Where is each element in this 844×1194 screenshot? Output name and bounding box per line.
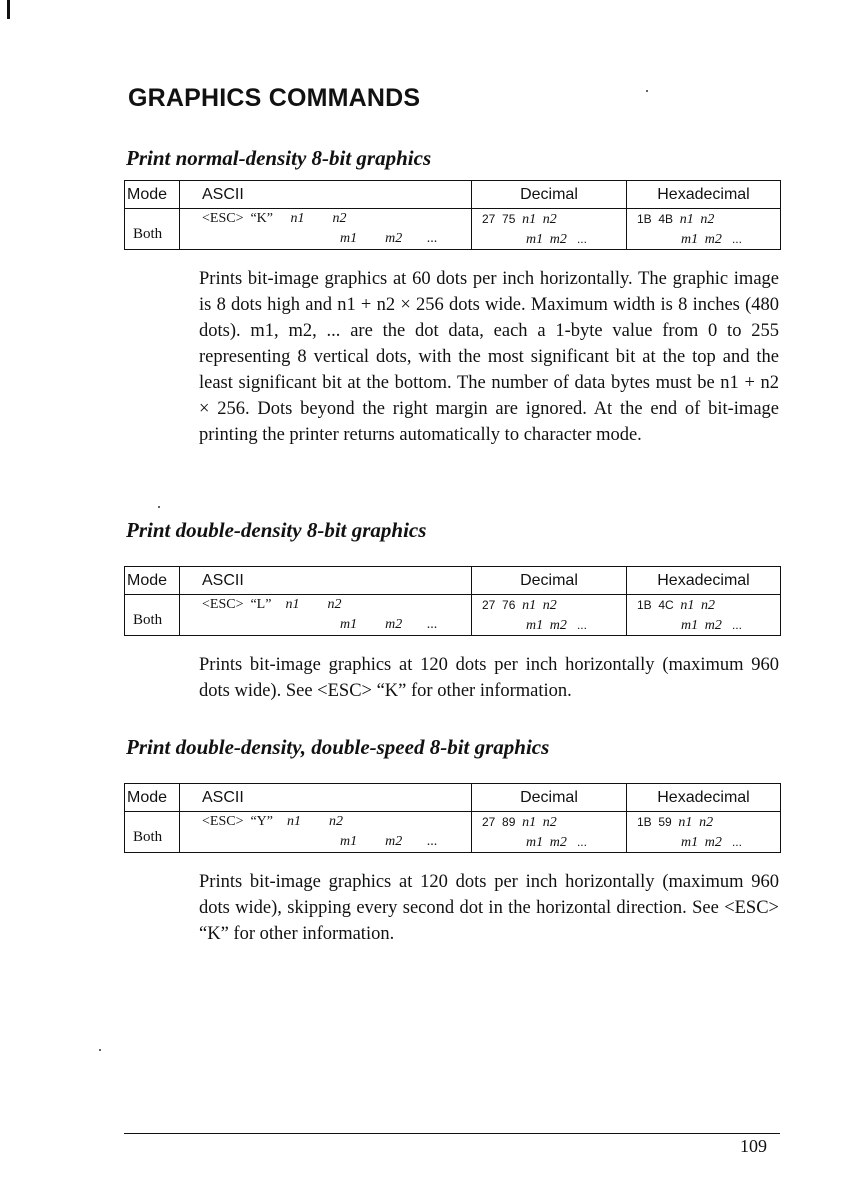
ellipsis: ... — [576, 232, 587, 246]
decimal-cell — [472, 209, 627, 250]
mode-value: Both — [125, 595, 180, 636]
header-mode: Mode — [125, 567, 180, 595]
code-byte: 27 — [482, 212, 496, 226]
ellipsis: ... — [731, 618, 742, 632]
param-m2: m2 — [385, 617, 403, 632]
code-byte: 4B — [658, 212, 674, 226]
ellipsis: ... — [426, 834, 438, 849]
esc-token: <ESC> — [202, 814, 244, 829]
section-normal-density — [124, 146, 784, 448]
page-number: 109 — [740, 1136, 767, 1156]
param-n2: n2 — [542, 815, 557, 830]
margin-mark — [7, 0, 10, 19]
header-hexadecimal: Hexadecimal — [627, 784, 781, 812]
code-byte: 1B — [637, 815, 652, 829]
esc-token: <ESC> — [202, 211, 244, 226]
section-double-speed — [124, 735, 784, 947]
command-letter: “K” — [250, 211, 274, 226]
scan-speck — [158, 506, 160, 508]
param-m1: m1 — [340, 834, 358, 849]
mode-value: Both — [125, 812, 180, 853]
param-m2: m2 — [549, 232, 567, 247]
header-decimal: Decimal — [472, 567, 627, 595]
header-hexadecimal: Hexadecimal — [627, 567, 781, 595]
param-n1: n1 — [678, 815, 693, 830]
section-description: Prints bit-image graphics at 120 dots per inch horizontally (maximum 960 dots wide), skipping every second dot in the horizontal direction. See <ESC> “K” for other information. — [199, 872, 779, 944]
scan-speck — [646, 90, 648, 92]
param-n1: n1 — [522, 598, 537, 613]
ellipsis: ... — [426, 231, 438, 246]
decimal-cell — [472, 812, 627, 853]
param-m1: m1 — [681, 835, 699, 850]
ascii-cell — [180, 812, 472, 853]
header-decimal: Decimal — [472, 181, 627, 209]
param-n2: n2 — [329, 814, 344, 829]
command-table — [124, 566, 781, 636]
param-m1: m1 — [340, 617, 358, 632]
section-title: Print double-density, double-speed 8-bit graphics — [126, 735, 550, 759]
section-double-density — [124, 518, 784, 704]
param-n1: n1 — [522, 212, 537, 227]
param-m1: m1 — [526, 835, 544, 850]
ellipsis: ... — [576, 618, 587, 632]
code-byte: 59 — [658, 815, 672, 829]
param-n1: n1 — [290, 211, 305, 226]
mode-value: Both — [125, 209, 180, 250]
code-byte: 75 — [502, 212, 516, 226]
ascii-cell — [180, 209, 472, 250]
param-m2: m2 — [385, 231, 403, 246]
hex-cell — [627, 812, 781, 853]
param-m1: m1 — [526, 232, 544, 247]
param-n1: n1 — [679, 212, 694, 227]
command-letter: “L” — [250, 597, 272, 612]
param-m2: m2 — [704, 835, 722, 850]
ellipsis: ... — [426, 617, 438, 632]
param-m1: m1 — [340, 231, 358, 246]
ellipsis: ... — [731, 232, 742, 246]
ellipsis: ... — [576, 835, 587, 849]
param-n2: n2 — [542, 212, 557, 227]
param-m2: m2 — [549, 835, 567, 850]
param-m2: m2 — [704, 232, 722, 247]
section-title: Print normal-density 8-bit graphics — [126, 146, 432, 170]
param-n1: n1 — [285, 597, 300, 612]
command-table — [124, 180, 781, 250]
param-n2: n2 — [327, 597, 342, 612]
code-byte: 4C — [658, 598, 674, 612]
header-ascii: ASCII — [180, 181, 472, 209]
code-byte: 89 — [502, 815, 516, 829]
hex-cell — [627, 595, 781, 636]
scan-speck — [99, 1049, 101, 1051]
esc-token: <ESC> — [202, 597, 244, 612]
code-byte: 1B — [637, 212, 652, 226]
page-title: GRAPHICS COMMANDS — [128, 84, 421, 112]
param-n1: n1 — [522, 815, 537, 830]
footer-rule — [124, 1133, 780, 1134]
param-m2: m2 — [704, 618, 722, 633]
code-byte: 76 — [502, 598, 516, 612]
hex-cell — [627, 209, 781, 250]
command-letter: “Y” — [250, 814, 274, 829]
ellipsis: ... — [731, 835, 742, 849]
code-byte: 1B — [637, 598, 652, 612]
param-m2: m2 — [549, 618, 567, 633]
command-table — [124, 783, 781, 853]
param-m1: m1 — [681, 232, 699, 247]
header-mode: Mode — [125, 181, 180, 209]
param-m2: m2 — [385, 834, 403, 849]
param-n2: n2 — [542, 598, 557, 613]
param-m1: m1 — [526, 618, 544, 633]
param-m1: m1 — [681, 618, 699, 633]
header-decimal: Decimal — [472, 784, 627, 812]
param-n2: n2 — [701, 598, 716, 613]
section-description: Prints bit-image graphics at 120 dots per inch horizontally (maximum 960 dots wide). See <ESC> “K” for other information. — [199, 655, 779, 701]
param-n2: n2 — [700, 212, 715, 227]
section-description: Prints bit-image graphics at 60 dots per inch horizontally. The graphic image is 8 dots high and n1 + n2 × 256 dots wide. Maximum width is 8 inches (480 dots). m1, m2, ... are the dot data, each a 1-byte value from 0 to 255 representing 8 vertical dots, with the most significant bit at the top and the least significant bit at the bottom. The number of data bytes must be n1 + n2 × 256. Dots beyond the right margin are ignored. At the end of bit-image printing the printer returns automatically to character mode. — [199, 269, 779, 445]
code-byte: 27 — [482, 815, 496, 829]
section-title: Print double-density 8-bit graphics — [126, 518, 427, 542]
param-n1: n1 — [680, 598, 695, 613]
code-byte: 27 — [482, 598, 496, 612]
header-ascii: ASCII — [180, 784, 472, 812]
header-mode: Mode — [125, 784, 180, 812]
param-n2: n2 — [699, 815, 714, 830]
param-n2: n2 — [332, 211, 347, 226]
header-ascii: ASCII — [180, 567, 472, 595]
param-n1: n1 — [287, 814, 302, 829]
ascii-cell — [180, 595, 472, 636]
decimal-cell — [472, 595, 627, 636]
header-hexadecimal: Hexadecimal — [627, 181, 781, 209]
